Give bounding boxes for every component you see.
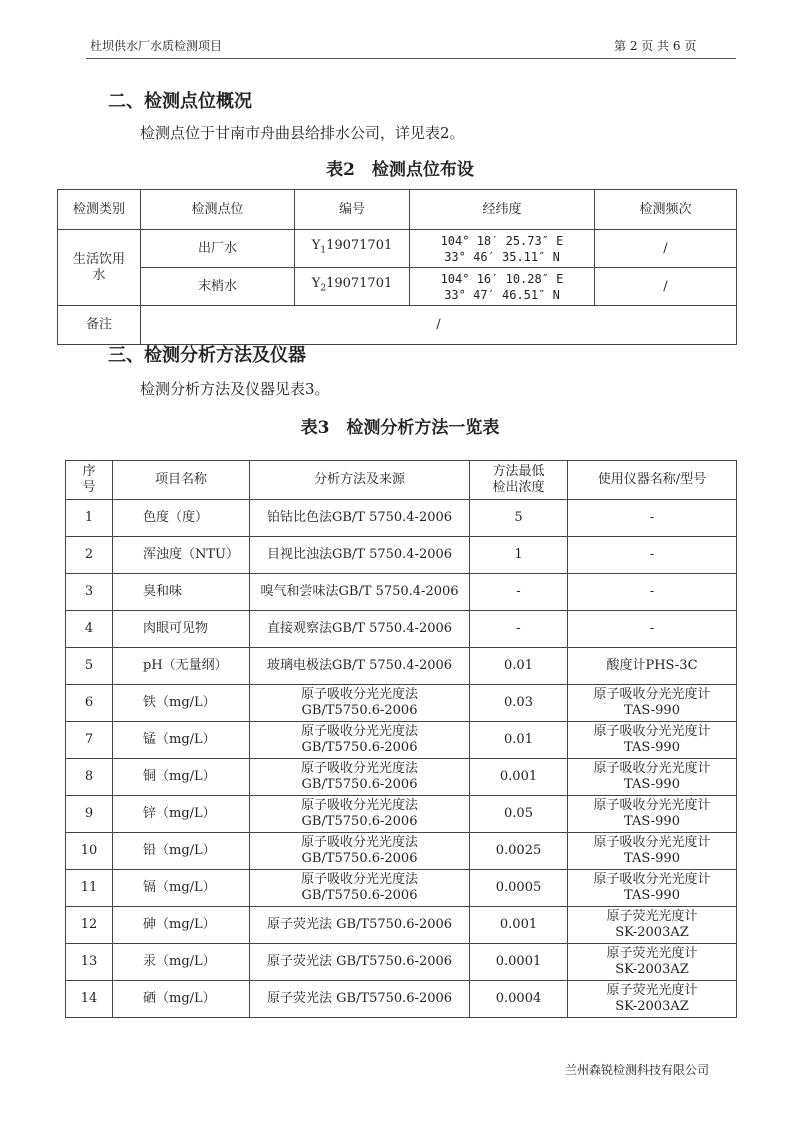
instrument-line2: SK-2003AZ bbox=[615, 999, 689, 1014]
table3-limit-cell: 5 bbox=[470, 500, 568, 537]
table3-method-cell bbox=[250, 722, 470, 759]
table2-note-row bbox=[58, 306, 737, 345]
table3-no-cell: 10 bbox=[66, 833, 113, 870]
code-rest: 19071701 bbox=[326, 238, 393, 254]
table3-row bbox=[66, 907, 737, 944]
method-line1: 原子荧光法 GB/T5750.6-2006 bbox=[266, 991, 453, 1006]
table3-item-cell: 色度（度） bbox=[113, 500, 250, 537]
instrument-line1: 原子吸收分光光度计 bbox=[593, 835, 711, 850]
table3-instrument-cell bbox=[568, 722, 737, 759]
table2-header-cell: 经纬度 bbox=[410, 190, 595, 230]
table3-limit-cell: 0.01 bbox=[470, 722, 568, 759]
method-line1: 原子吸收分光光度法 bbox=[300, 687, 418, 702]
table3-method-cell bbox=[250, 981, 470, 1018]
section2-title: 二、检测点位概况 bbox=[108, 91, 252, 112]
instrument-line1: 原子吸收分光光度计 bbox=[593, 724, 711, 739]
code-prefix: Y bbox=[311, 276, 321, 292]
table3-no-cell: 2 bbox=[66, 537, 113, 574]
method-line1: 原子吸收分光光度法 bbox=[300, 835, 418, 850]
table3-limit-cell: 0.0005 bbox=[470, 870, 568, 907]
instrument-line1: - bbox=[649, 584, 655, 599]
table2-coordinate-cell bbox=[410, 230, 595, 268]
table3-row bbox=[66, 611, 737, 648]
table2-monitoring-points bbox=[57, 189, 737, 345]
table3-instrument-cell bbox=[568, 870, 737, 907]
table3-row bbox=[66, 870, 737, 907]
table3-no-cell: 13 bbox=[66, 944, 113, 981]
header-limit-line2: 检出浓度 bbox=[492, 480, 545, 495]
longitude: 104° 18′ 25.73″ E bbox=[440, 233, 564, 248]
table3-limit-cell: 0.0025 bbox=[470, 833, 568, 870]
longitude: 104° 16′ 10.28″ E bbox=[440, 271, 564, 286]
method-line2: GB/T5750.6-2006 bbox=[301, 851, 418, 866]
table3-no-cell: 9 bbox=[66, 796, 113, 833]
table3-item-cell: 铜（mg/L） bbox=[113, 759, 250, 796]
table3-limit-cell: 1 bbox=[470, 537, 568, 574]
table3-instrument-cell bbox=[568, 907, 737, 944]
method-line2: GB/T5750.6-2006 bbox=[301, 814, 418, 829]
footer-company: 兰州森锐检测科技有限公司 bbox=[565, 1063, 710, 1077]
method-line2: GB/T5750.6-2006 bbox=[301, 703, 418, 718]
table3-item-cell: 砷（mg/L） bbox=[113, 907, 250, 944]
table3-no-cell: 14 bbox=[66, 981, 113, 1018]
table3-header-method: 分析方法及来源 bbox=[250, 461, 470, 500]
table2-point-cell: 末梢水 bbox=[141, 268, 295, 306]
instrument-line1: 原子吸收分光光度计 bbox=[593, 872, 711, 887]
table3-limit-cell: 0.001 bbox=[470, 759, 568, 796]
latitude: 33° 46′ 35.11″ N bbox=[444, 249, 560, 264]
section3-title: 三、检测分析方法及仪器 bbox=[108, 345, 306, 366]
table3-header-item: 项目名称 bbox=[113, 461, 250, 500]
table3-limit-cell: 0.0001 bbox=[470, 944, 568, 981]
table3-method-cell bbox=[250, 685, 470, 722]
header-no-line2: 号 bbox=[82, 480, 96, 495]
instrument-line1: 酸度计PHS-3C bbox=[606, 658, 698, 673]
table3-header-no bbox=[66, 461, 113, 500]
table3-row bbox=[66, 537, 737, 574]
table3-item-cell: 锰（mg/L） bbox=[113, 722, 250, 759]
method-line1: 原子吸收分光光度法 bbox=[300, 798, 418, 813]
header-page-number: 第 2 页 共 6 页 bbox=[614, 39, 697, 53]
table3-row bbox=[66, 796, 737, 833]
table2-row bbox=[58, 230, 737, 268]
table2-row bbox=[58, 268, 737, 306]
table3-method-cell bbox=[250, 574, 470, 611]
table2-frequency-cell: / bbox=[595, 268, 737, 306]
table3-no-cell: 7 bbox=[66, 722, 113, 759]
table3-limit-cell: - bbox=[470, 574, 568, 611]
table2-code-cell bbox=[295, 230, 410, 268]
table3-method-cell bbox=[250, 944, 470, 981]
table3-item-cell: 锌（mg/L） bbox=[113, 796, 250, 833]
table3-instrument-cell bbox=[568, 611, 737, 648]
table3-row bbox=[66, 833, 737, 870]
table3-method-cell bbox=[250, 500, 470, 537]
table3-no-cell: 1 bbox=[66, 500, 113, 537]
table3-limit-cell: 0.001 bbox=[470, 907, 568, 944]
table3-limit-cell: 0.01 bbox=[470, 648, 568, 685]
section2-paragraph: 检测点位于甘南市舟曲县给排水公司，详见表2。 bbox=[140, 124, 465, 142]
table2-point-cell: 出厂水 bbox=[141, 230, 295, 268]
method-line1: 原子吸收分光光度法 bbox=[300, 724, 418, 739]
table3-item-cell: 硒（mg/L） bbox=[113, 981, 250, 1018]
table3-caption: 表3 检测分析方法一览表 bbox=[300, 418, 500, 438]
table3-header-row bbox=[66, 461, 737, 500]
code-subscript: 2 bbox=[320, 283, 327, 294]
table3-limit-cell: - bbox=[470, 611, 568, 648]
table3-header-instrument: 使用仪器名称/型号 bbox=[568, 461, 737, 500]
header-no-line1: 序 bbox=[82, 464, 96, 479]
header-limit-line1: 方法最低 bbox=[492, 464, 545, 479]
instrument-line2: TAS-990 bbox=[624, 703, 680, 718]
instrument-line1: 原子吸收分光光度计 bbox=[593, 798, 711, 813]
table3-method-cell bbox=[250, 907, 470, 944]
table3-item-cell: 浑浊度（NTU） bbox=[113, 537, 250, 574]
table3-instrument-cell bbox=[568, 944, 737, 981]
table3-method-cell bbox=[250, 833, 470, 870]
table2-note-value: / bbox=[141, 306, 737, 345]
header-divider bbox=[86, 58, 736, 59]
table3-method-cell bbox=[250, 648, 470, 685]
method-line1: 原子荧光法 GB/T5750.6-2006 bbox=[266, 954, 453, 969]
table3-item-cell: 肉眼可见物 bbox=[113, 611, 250, 648]
method-line1: 目视比浊法GB/T 5750.4-2006 bbox=[266, 547, 453, 562]
instrument-line1: 原子荧光光度计 bbox=[606, 909, 698, 924]
table3-methods bbox=[65, 460, 737, 1018]
instrument-line1: 原子吸收分光光度计 bbox=[593, 761, 711, 776]
table3-row bbox=[66, 981, 737, 1018]
table2-code-cell bbox=[295, 268, 410, 306]
table3-row bbox=[66, 500, 737, 537]
table2-header-cell: 检测类别 bbox=[58, 190, 141, 230]
table3-no-cell: 4 bbox=[66, 611, 113, 648]
table3-instrument-cell bbox=[568, 574, 737, 611]
instrument-line1: - bbox=[649, 621, 655, 636]
table3-instrument-cell bbox=[568, 796, 737, 833]
method-line1: 铂钴比色法GB/T 5750.4-2006 bbox=[266, 510, 453, 525]
table3-instrument-cell bbox=[568, 500, 737, 537]
table3-method-cell bbox=[250, 611, 470, 648]
method-line1: 嗅气和尝味法GB/T 5750.4-2006 bbox=[260, 584, 459, 599]
instrument-line2: SK-2003AZ bbox=[615, 925, 689, 940]
method-line1: 直接观察法GB/T 5750.4-2006 bbox=[266, 621, 453, 636]
table3-item-cell: pH（无量纲） bbox=[113, 648, 250, 685]
table3-row bbox=[66, 759, 737, 796]
table3-limit-cell: 0.0004 bbox=[470, 981, 568, 1018]
method-line2: GB/T5750.6-2006 bbox=[301, 740, 418, 755]
table3-instrument-cell bbox=[568, 685, 737, 722]
table3-no-cell: 6 bbox=[66, 685, 113, 722]
method-line2: GB/T5750.6-2006 bbox=[301, 777, 418, 792]
instrument-line2: TAS-990 bbox=[624, 777, 680, 792]
table3-row bbox=[66, 574, 737, 611]
instrument-line2: TAS-990 bbox=[624, 888, 680, 903]
table3-method-cell bbox=[250, 796, 470, 833]
code-prefix: Y bbox=[311, 238, 321, 254]
table3-limit-cell: 0.05 bbox=[470, 796, 568, 833]
table2-frequency-cell: / bbox=[595, 230, 737, 268]
instrument-line1: - bbox=[649, 547, 655, 562]
table2-header-cell: 编号 bbox=[295, 190, 410, 230]
instrument-line2: TAS-990 bbox=[624, 814, 680, 829]
table3-instrument-cell bbox=[568, 648, 737, 685]
latitude: 33° 47′ 46.51″ N bbox=[444, 287, 560, 302]
table3-method-cell bbox=[250, 759, 470, 796]
method-line1: 玻璃电极法GB/T 5750.4-2006 bbox=[266, 658, 453, 673]
table2-note-label: 备注 bbox=[58, 306, 141, 345]
table2-caption: 表2 检测点位布设 bbox=[326, 160, 474, 180]
method-line1: 原子吸收分光光度法 bbox=[300, 872, 418, 887]
table3-method-cell bbox=[250, 537, 470, 574]
table3-instrument-cell bbox=[568, 759, 737, 796]
table3-item-cell: 铅（mg/L） bbox=[113, 833, 250, 870]
instrument-line2: SK-2003AZ bbox=[615, 962, 689, 977]
table3-item-cell: 铁（mg/L） bbox=[113, 685, 250, 722]
table3-instrument-cell bbox=[568, 537, 737, 574]
method-line2: GB/T5750.6-2006 bbox=[301, 888, 418, 903]
section3-paragraph: 检测分析方法及仪器见表3。 bbox=[140, 380, 330, 398]
table3-no-cell: 8 bbox=[66, 759, 113, 796]
instrument-line1: 原子荧光光度计 bbox=[606, 946, 698, 961]
table3-no-cell: 3 bbox=[66, 574, 113, 611]
table3-row bbox=[66, 648, 737, 685]
method-line1: 原子荧光法 GB/T5750.6-2006 bbox=[266, 917, 453, 932]
instrument-line1: 原子吸收分光光度计 bbox=[593, 687, 711, 702]
table3-row bbox=[66, 944, 737, 981]
table3-row bbox=[66, 722, 737, 759]
code-subscript: 1 bbox=[320, 245, 327, 256]
table3-row bbox=[66, 685, 737, 722]
table2-header-cell: 检测点位 bbox=[141, 190, 295, 230]
table3-no-cell: 5 bbox=[66, 648, 113, 685]
instrument-line2: TAS-990 bbox=[624, 740, 680, 755]
instrument-line1: 原子荧光光度计 bbox=[606, 983, 698, 998]
header-project-title: 杜坝供水厂水质检测项目 bbox=[90, 39, 223, 53]
table3-no-cell: 11 bbox=[66, 870, 113, 907]
table3-item-cell: 臭和味 bbox=[113, 574, 250, 611]
table2-header-row bbox=[58, 190, 737, 230]
table2-coordinate-cell bbox=[410, 268, 595, 306]
method-line1: 原子吸收分光光度法 bbox=[300, 761, 418, 776]
table3-instrument-cell bbox=[568, 981, 737, 1018]
table2-header-cell: 检测频次 bbox=[595, 190, 737, 230]
table3-no-cell: 12 bbox=[66, 907, 113, 944]
table2-category-cell: 生活饮用 水 bbox=[58, 230, 141, 306]
instrument-line2: TAS-990 bbox=[624, 851, 680, 866]
table3-limit-cell: 0.03 bbox=[470, 685, 568, 722]
table3-method-cell bbox=[250, 870, 470, 907]
table3-item-cell: 汞（mg/L） bbox=[113, 944, 250, 981]
table3-header-limit bbox=[470, 461, 568, 500]
code-rest: 19071701 bbox=[326, 276, 393, 292]
instrument-line1: - bbox=[649, 510, 655, 525]
table3-item-cell: 镉（mg/L） bbox=[113, 870, 250, 907]
table3-instrument-cell bbox=[568, 833, 737, 870]
